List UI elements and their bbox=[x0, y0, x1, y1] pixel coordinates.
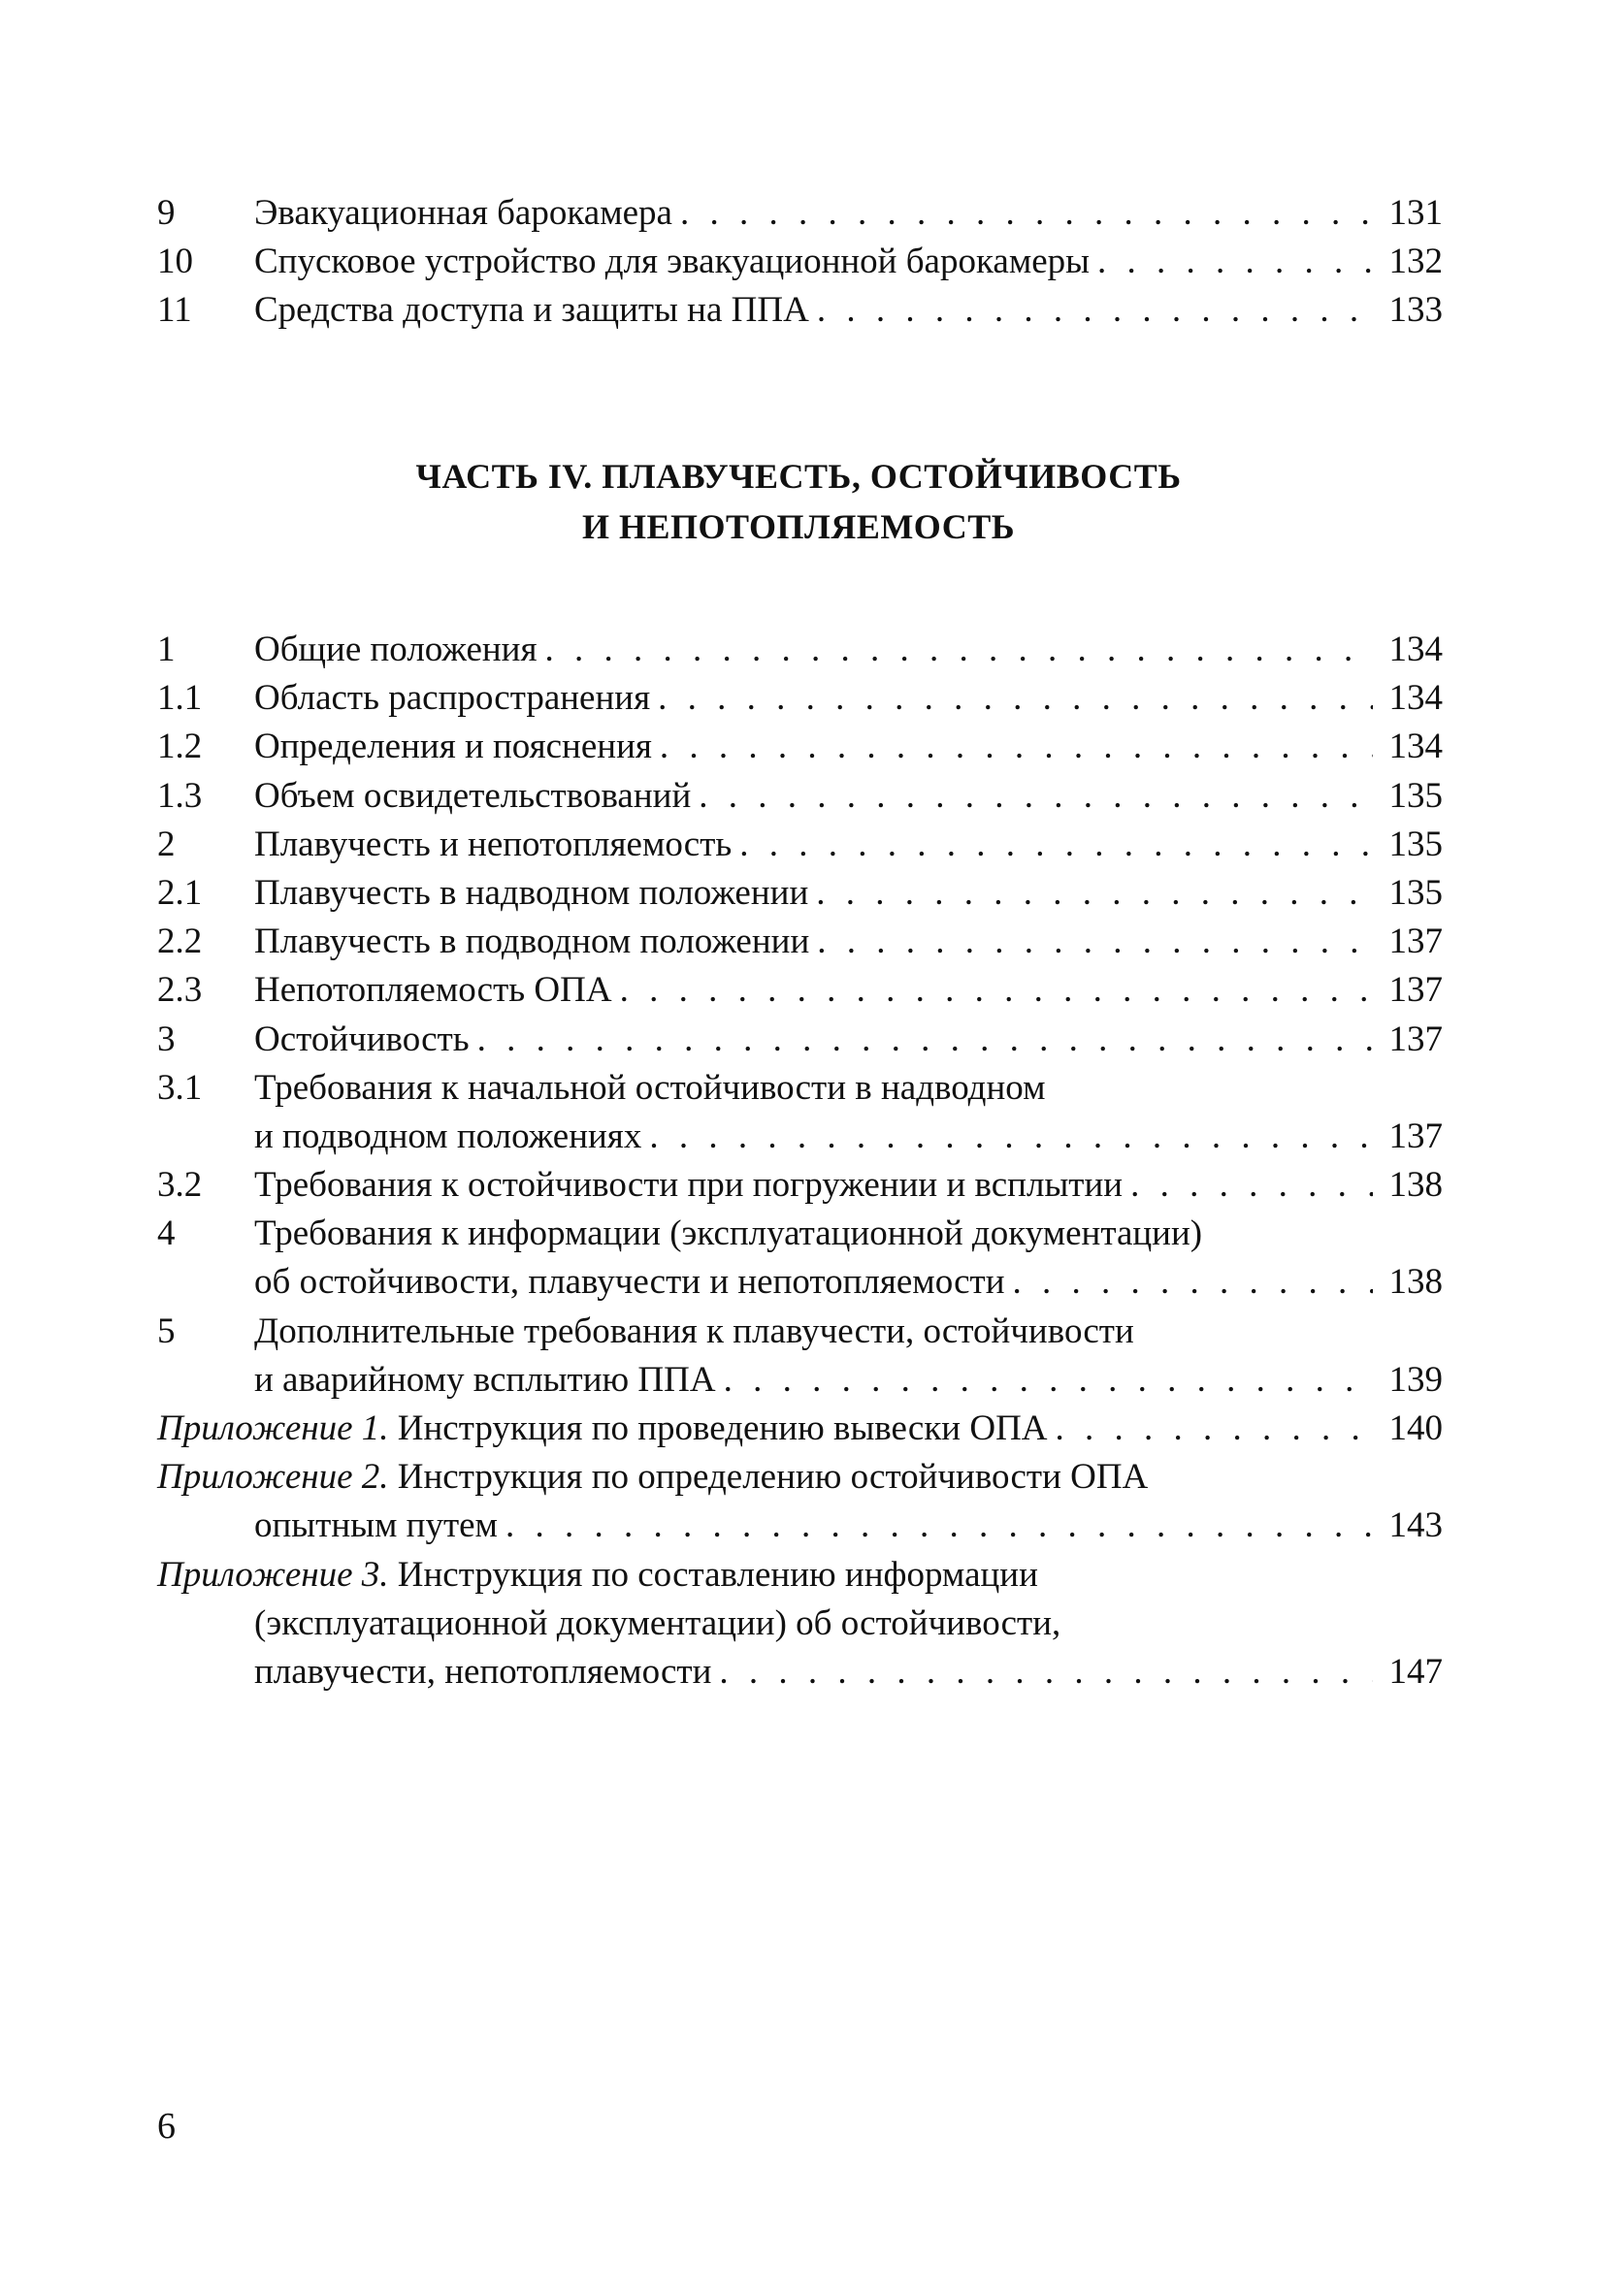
toc-entry-number: 1.2 bbox=[157, 727, 203, 767]
toc-entry-number: 1 bbox=[157, 630, 176, 669]
toc-entry-title: Требования к информации (эксплуатационной документации) bbox=[254, 1213, 1203, 1254]
toc-entry bbox=[157, 626, 1443, 674]
appendix-title: Инструкция по проведению вывески ОПА bbox=[397, 1408, 1048, 1448]
toc-appendix-entry bbox=[157, 1551, 1443, 1600]
toc-entry-title: Объем освидетельствований bbox=[254, 775, 692, 816]
toc-entry-page: 133 bbox=[1388, 290, 1443, 331]
toc-entry bbox=[157, 238, 1443, 286]
toc-entry-page: 138 bbox=[1388, 1262, 1443, 1303]
dot-leader bbox=[719, 1648, 1373, 1697]
toc-entry-page: 147 bbox=[1388, 1651, 1443, 1692]
toc-entry-continuation bbox=[157, 1356, 1443, 1405]
page-number: 6 bbox=[157, 2106, 176, 2147]
dot-leader bbox=[649, 1113, 1373, 1161]
toc-entry bbox=[157, 674, 1443, 723]
toc-entry-title: Дополнительные требования к плавучести, остойчивости bbox=[254, 1310, 1134, 1351]
toc-entry-title: Непотопляемость ОПА bbox=[254, 970, 612, 1011]
dot-leader bbox=[1013, 1258, 1373, 1307]
dot-leader bbox=[816, 869, 1373, 918]
toc-entry-page: 140 bbox=[1388, 1408, 1443, 1448]
toc-entry-page: 134 bbox=[1388, 678, 1443, 719]
part-title-line-2: И НЕПОТОПЛЯЕМОСТЬ bbox=[581, 507, 1016, 546]
toc-entry-continuation bbox=[157, 1502, 1443, 1550]
toc-entry bbox=[157, 189, 1443, 238]
dot-leader bbox=[699, 772, 1373, 821]
toc-entry-title: Плавучесть и непотопляемость bbox=[254, 824, 733, 864]
toc-entry-page: 131 bbox=[1388, 193, 1443, 233]
toc-entry bbox=[157, 1210, 1443, 1258]
appendix-title-continued: плавучести, непотопляемости bbox=[254, 1651, 712, 1692]
toc-entry-title: Определения и пояснения bbox=[254, 727, 652, 767]
toc-entry-title: Остойчивость bbox=[254, 1019, 470, 1059]
appendix-title-continued: опытным путем bbox=[254, 1505, 498, 1546]
dot-leader bbox=[544, 626, 1373, 674]
toc-entry-page: 135 bbox=[1388, 775, 1443, 816]
dot-leader bbox=[1097, 238, 1373, 286]
toc-entry-continuation bbox=[157, 1648, 1443, 1697]
toc-entry-number: 4 bbox=[157, 1213, 176, 1254]
appendix-label: Приложение 2. bbox=[157, 1457, 389, 1498]
toc-entry bbox=[157, 1064, 1443, 1113]
toc-entry-title: Спусковое устройство для эвакуационной барокамеры bbox=[254, 242, 1091, 282]
toc-entry-title: Плавучесть в надводном положении bbox=[254, 872, 809, 913]
dot-leader bbox=[477, 1016, 1373, 1064]
dot-leader bbox=[817, 286, 1373, 335]
toc-entry-page: 137 bbox=[1388, 970, 1443, 1011]
toc-entry bbox=[157, 821, 1443, 869]
toc-section-previous bbox=[157, 189, 1443, 336]
toc-entry bbox=[157, 723, 1443, 771]
toc-section-part-iv bbox=[157, 626, 1443, 1697]
toc-entry-number: 11 bbox=[157, 290, 192, 331]
toc-entry bbox=[157, 772, 1443, 821]
toc-entry-title: Общие положения bbox=[254, 630, 538, 669]
appendix-label: Приложение 1. bbox=[157, 1408, 389, 1448]
toc-entry-title: Средства доступа и защиты на ППА bbox=[254, 290, 809, 331]
dot-leader bbox=[680, 189, 1373, 238]
toc-entry-title: Требования к остойчивости при погружении и всплытии bbox=[254, 1165, 1124, 1206]
toc-entry-number: 3 bbox=[157, 1019, 176, 1059]
toc-entry-title: Эвакуационная барокамера bbox=[254, 193, 672, 233]
toc-entry-number: 2.2 bbox=[157, 922, 203, 962]
toc-entry-page: 137 bbox=[1388, 922, 1443, 962]
toc-entry-continuation bbox=[157, 1600, 1443, 1648]
toc-entry-number: 9 bbox=[157, 193, 176, 233]
toc-entry-continuation bbox=[157, 1258, 1443, 1307]
toc-entry-number: 5 bbox=[157, 1310, 176, 1351]
toc-entry-page: 135 bbox=[1388, 872, 1443, 913]
toc-entry-page: 135 bbox=[1388, 824, 1443, 864]
appendix-title: Инструкция по составлению информации bbox=[397, 1554, 1038, 1595]
toc-entry bbox=[157, 286, 1443, 335]
toc-entry-number: 3.2 bbox=[157, 1165, 203, 1206]
toc-entry bbox=[157, 918, 1443, 966]
toc-entry-title-continued: об остойчивости, плавучести и непотопляемости bbox=[254, 1262, 1005, 1303]
appendix-label: Приложение 3. bbox=[157, 1554, 389, 1595]
toc-entry-page: 134 bbox=[1388, 727, 1443, 767]
toc-entry-title: Область распространения bbox=[254, 678, 651, 719]
toc-entry bbox=[157, 1308, 1443, 1356]
appendix-title-continued: (эксплуатационной документации) об остойчивости, bbox=[254, 1602, 1061, 1643]
dot-leader bbox=[724, 1356, 1373, 1405]
dot-leader bbox=[1130, 1161, 1373, 1210]
toc-entry-continuation bbox=[157, 1113, 1443, 1161]
toc-entry-number: 3.1 bbox=[157, 1067, 203, 1108]
toc-entry-number: 2.1 bbox=[157, 872, 203, 913]
appendix-title: Инструкция по определению остойчивости ОПА bbox=[397, 1457, 1149, 1498]
toc-entry-page: 137 bbox=[1388, 1116, 1443, 1156]
dot-leader bbox=[505, 1502, 1373, 1550]
toc-entry-page: 138 bbox=[1388, 1165, 1443, 1206]
toc-entry-title-continued: и подводном положениях bbox=[254, 1116, 642, 1156]
toc-entry bbox=[157, 1161, 1443, 1210]
dot-leader bbox=[739, 821, 1373, 869]
toc-entry-page: 134 bbox=[1388, 630, 1443, 669]
part-title bbox=[0, 451, 1597, 552]
dot-leader bbox=[620, 966, 1373, 1015]
toc-entry-page: 137 bbox=[1388, 1019, 1443, 1059]
toc-entry-page: 139 bbox=[1388, 1359, 1443, 1400]
toc-entry-number: 2 bbox=[157, 824, 176, 864]
part-title-line-1: ЧАСТЬ IV. ПЛАВУЧЕСТЬ, ОСТОЙЧИВОСТЬ bbox=[415, 457, 1182, 496]
toc-appendix-entry bbox=[157, 1405, 1443, 1453]
dot-leader bbox=[817, 918, 1373, 966]
toc-entry-number: 1.1 bbox=[157, 678, 203, 719]
dot-leader bbox=[660, 723, 1373, 771]
toc-entry-number: 2.3 bbox=[157, 970, 203, 1011]
dot-leader bbox=[1056, 1405, 1373, 1453]
toc-entry-number: 1.3 bbox=[157, 775, 203, 816]
toc-entry-title: Плавучесть в подводном положении bbox=[254, 922, 810, 962]
toc-entry bbox=[157, 869, 1443, 918]
toc-appendix-entry bbox=[157, 1453, 1443, 1502]
toc-entry-page: 143 bbox=[1388, 1505, 1443, 1546]
toc-entry-number: 10 bbox=[157, 242, 193, 282]
toc-entry bbox=[157, 1016, 1443, 1064]
toc-entry-title-continued: и аварийному всплытию ППА bbox=[254, 1359, 716, 1400]
toc-entry bbox=[157, 966, 1443, 1015]
toc-entry-title: Требования к начальной остойчивости в надводном bbox=[254, 1067, 1046, 1108]
toc-entry-page: 132 bbox=[1388, 242, 1443, 282]
dot-leader bbox=[658, 674, 1373, 723]
